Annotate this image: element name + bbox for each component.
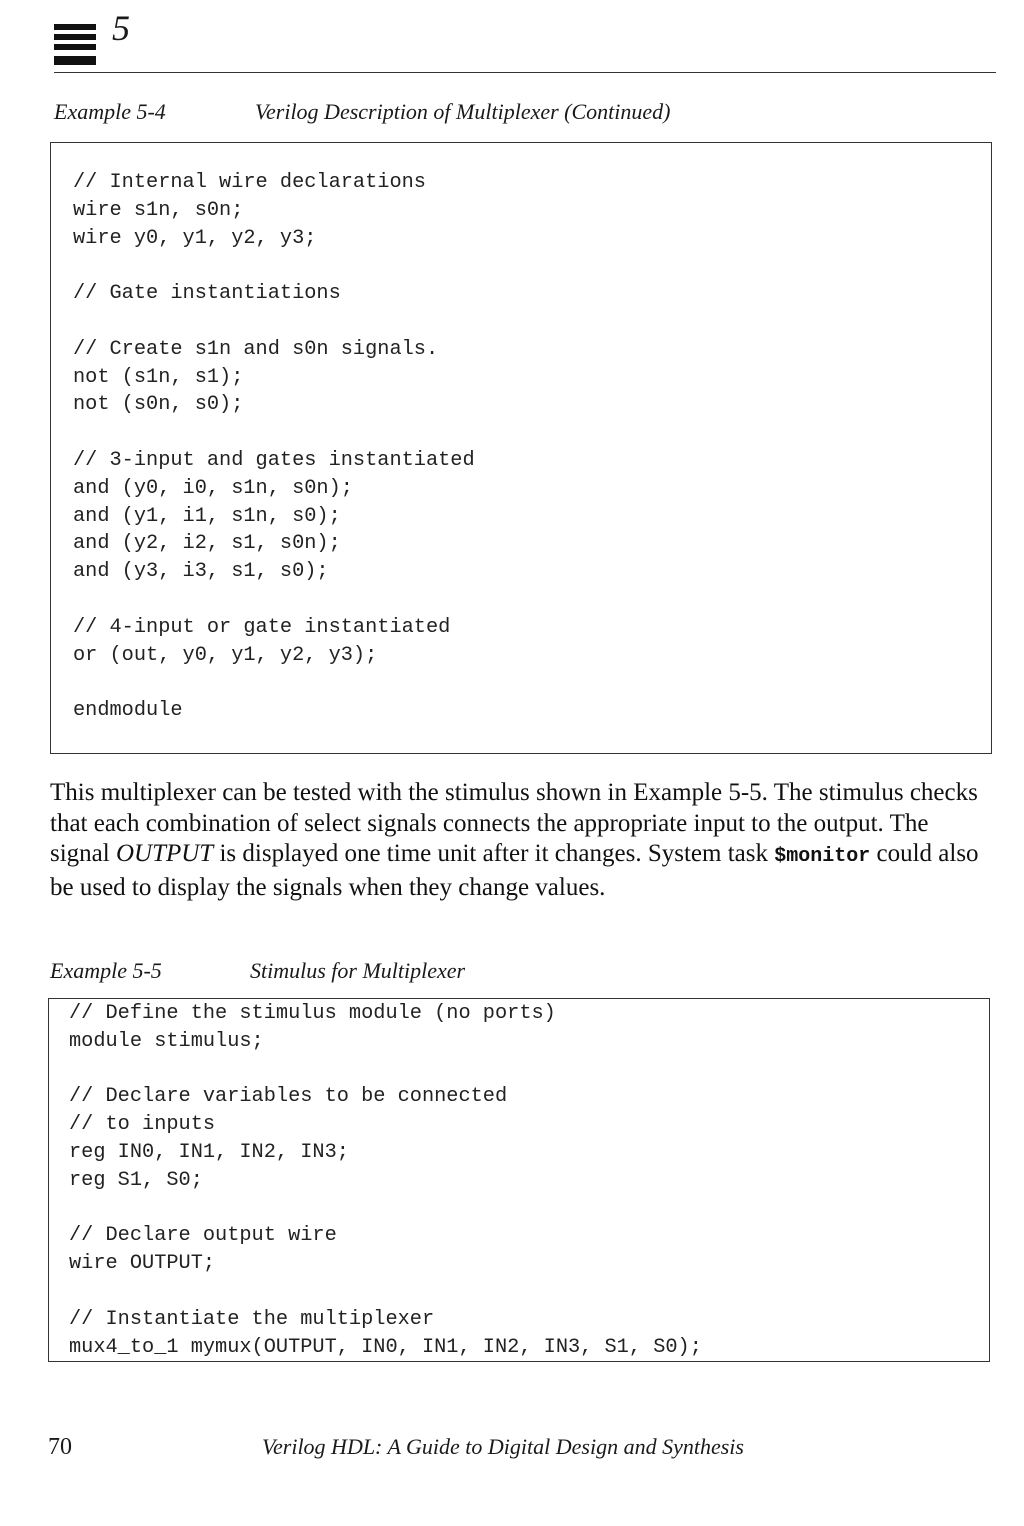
running-footer: Verilog HDL: A Guide to Digital Design and Synthesis xyxy=(262,1434,744,1459)
example-label: Example 5-5 xyxy=(50,958,162,983)
code-listing-box xyxy=(50,142,992,754)
signal-name-emphasis: OUTPUT xyxy=(115,840,214,868)
paragraph-text: is displayed one time unit after it changes. System task xyxy=(213,840,775,868)
chapter-number: 5 xyxy=(112,8,130,48)
chapter-mark-icon xyxy=(54,12,96,68)
system-task-keyword: $monitor xyxy=(774,845,871,869)
paragraph-text: This multiplexer can be tested with the stimulus shown in Example 5-5. The stimulus checks that each combination of select signals connects the appropriate input to the output. The signal xyxy=(50,779,978,868)
page-number: 70 xyxy=(48,1434,72,1460)
header-rule xyxy=(54,72,996,73)
example-title: Stimulus for Multiplexer xyxy=(250,958,466,983)
example-title: Verilog Description of Multiplexer (Continued) xyxy=(255,99,671,124)
code-listing-box xyxy=(48,998,990,1362)
code-listing: // Internal wire declarations wire s1n, s0n; wire y0, y1, y2, y3; // Gate instantiations // Create s1n and s0n signals. not (s1n, s1); not (s0n, s0); // 3-input and gates instantiated and (y0, i0, s1n, s0n); and (y1, i1, s1n, s0); and (y2, i2, s1, s0n); and (y3, i3, s1, s0); // 4-input or gate instantiated or (out, y0, y1, y2, y3); endmodule xyxy=(73,171,475,723)
paragraph-text: could also be used to display the signals when they change values. xyxy=(50,840,979,901)
code-listing: // Define the stimulus module (no ports) module stimulus; // Declare variables to be connected // to inputs reg IN0, IN1, IN2, IN3; reg S1, S0; // Declare output wire wire OUTPUT; // Instantiate the multiplexer mux4_to_1 mymux(OUTPUT, IN0, IN1, IN2, IN3, S1, S0); xyxy=(69,1002,702,1359)
example-label: Example 5-4 xyxy=(54,99,166,124)
body-paragraph xyxy=(50,778,990,903)
